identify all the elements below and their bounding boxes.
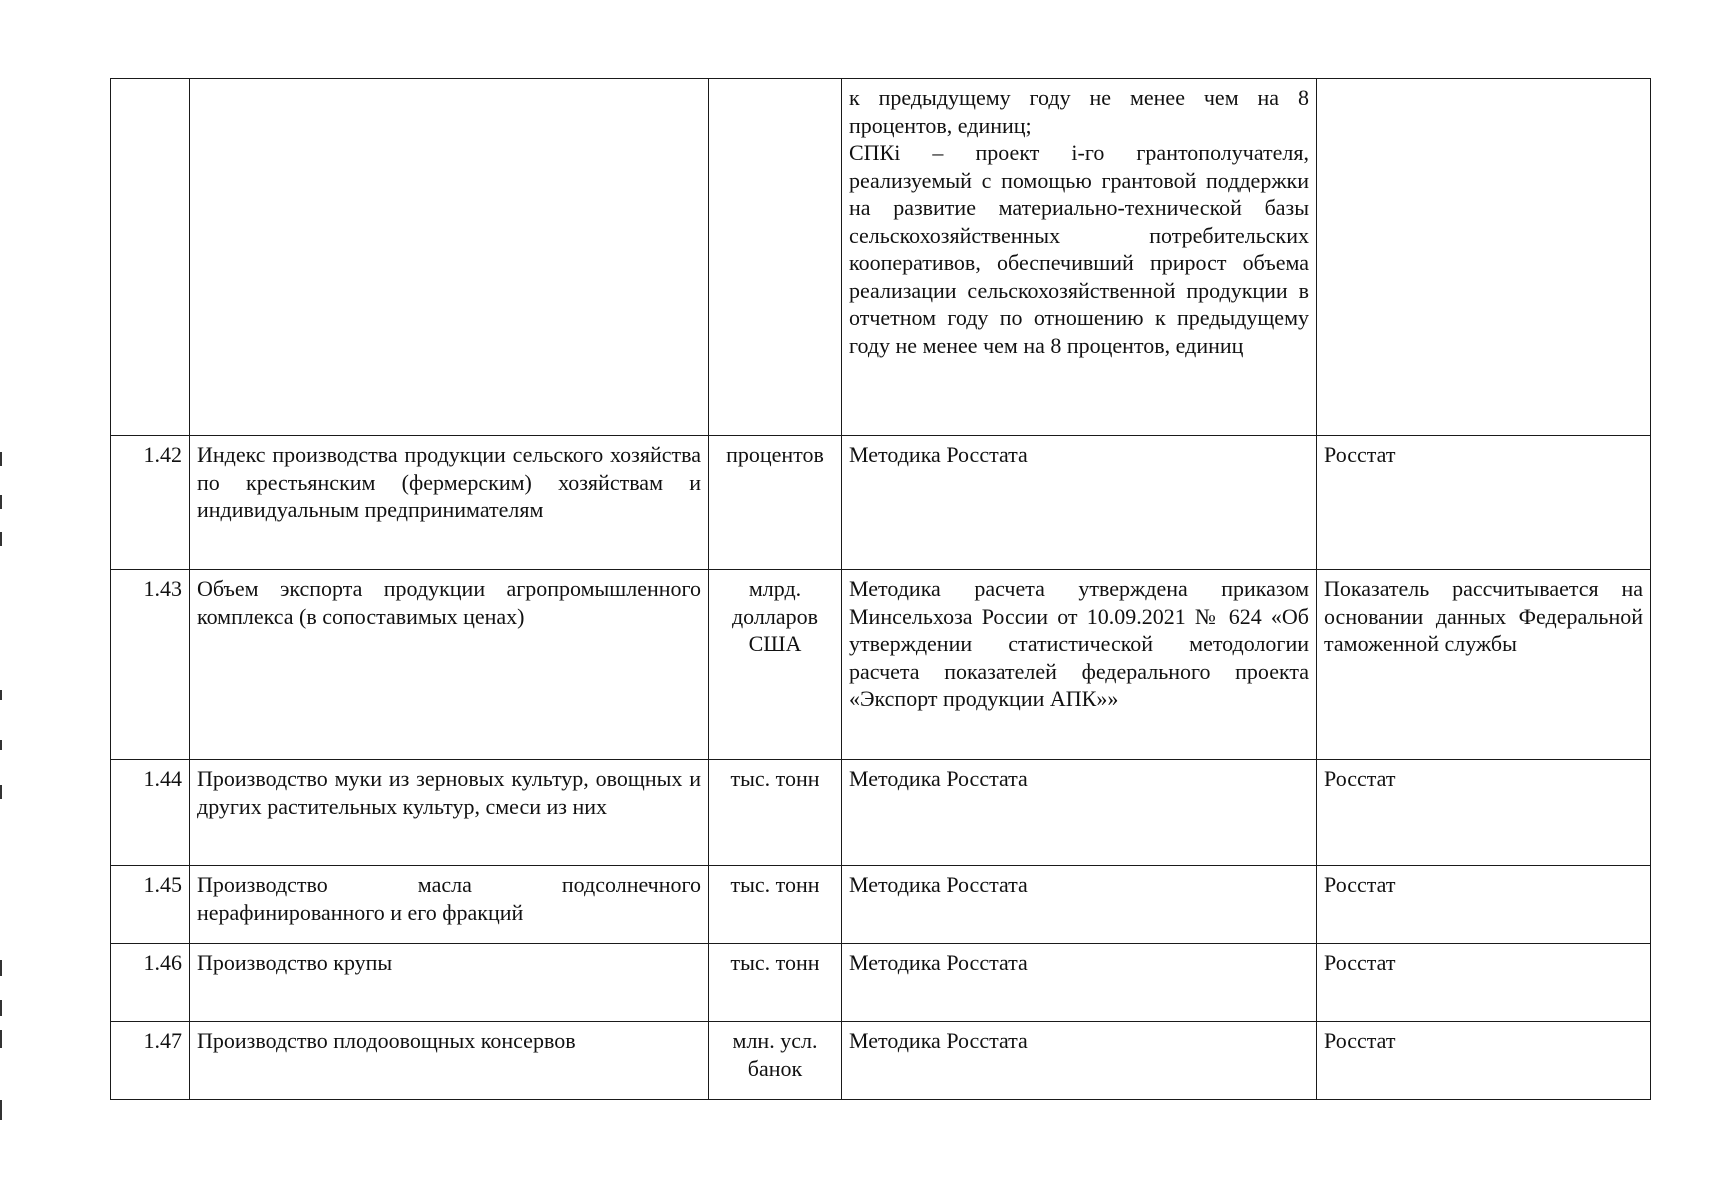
table-row-continuation [111, 79, 1651, 436]
cell-unit: тыс. тонн [709, 866, 842, 944]
cell-source: Показатель рассчитывается на основании данных Федеральной таможенной службы [1317, 570, 1651, 760]
cell-number: 1.42 [111, 436, 190, 570]
cell-methodology: Методика Росстата [842, 436, 1317, 570]
cell-unit: процентов [709, 436, 842, 570]
cell-number [111, 79, 190, 436]
cell-indicator-name [190, 79, 709, 436]
cell-number: 1.47 [111, 1022, 190, 1100]
cell-source: Росстат [1317, 436, 1651, 570]
cell-indicator-name: Производство масла подсолнечного нерафинированного и его фракций [190, 866, 709, 944]
cell-source: Росстат [1317, 866, 1651, 944]
cell-indicator-name: Производство плодоовощных консервов [190, 1022, 709, 1100]
table-row [111, 1022, 1651, 1100]
cell-indicator-name: Производство крупы [190, 944, 709, 1022]
table-row [111, 436, 1651, 570]
table-row [111, 944, 1651, 1022]
cell-unit: млрд. долларов США [709, 570, 842, 760]
table-row [111, 570, 1651, 760]
cell-methodology: Методика расчета утверждена приказом Минсельхоза России от 10.09.2021 № 624 «Об утверждении статистической методологии расчета показателей федерального проекта «Экспорт продукции АПК»» [842, 570, 1317, 760]
cell-methodology: Методика Росстата [842, 1022, 1317, 1100]
cell-source [1317, 79, 1651, 436]
cell-number: 1.43 [111, 570, 190, 760]
cell-number: 1.46 [111, 944, 190, 1022]
cell-indicator-name: Объем экспорта продукции агропромышленного комплекса (в сопоставимых ценах) [190, 570, 709, 760]
table-row [111, 760, 1651, 866]
cell-number: 1.45 [111, 866, 190, 944]
cell-unit [709, 79, 842, 436]
cell-methodology: Методика Росстата [842, 760, 1317, 866]
cell-methodology: Методика Росстата [842, 944, 1317, 1022]
cell-unit: тыс. тонн [709, 760, 842, 866]
cell-number: 1.44 [111, 760, 190, 866]
table-row [111, 866, 1651, 944]
scan-edge-marks [0, 440, 4, 1200]
cell-indicator-name: Индекс производства продукции сельского хозяйства по крестьянским (фермерским) хозяйствам и индивидуальным предпринимателям [190, 436, 709, 570]
methodology-paragraph: СПКi – проект i-го грантополучателя, реализуемый с помощью грантовой поддержки на развитие материально-технической базы сельскохозяйственных потребительских кооперативов, обеспечивший прирост объема реализации сельскохозяйственной продукции в отчетном году по отношению к предыдущему году не менее чем на 8 процентов, единиц [849, 140, 1309, 358]
indicator-table [110, 78, 1651, 1100]
cell-methodology [842, 79, 1317, 436]
cell-source: Росстат [1317, 1022, 1651, 1100]
cell-unit: тыс. тонн [709, 944, 842, 1022]
cell-indicator-name: Производство муки из зерновых культур, овощных и других растительных культур, смеси из них [190, 760, 709, 866]
cell-methodology: Методика Росстата [842, 866, 1317, 944]
cell-source: Росстат [1317, 760, 1651, 866]
cell-source: Росстат [1317, 944, 1651, 1022]
methodology-paragraph: к предыдущему году не менее чем на 8 процентов, единиц; [849, 85, 1309, 138]
cell-unit: млн. усл. банок [709, 1022, 842, 1100]
